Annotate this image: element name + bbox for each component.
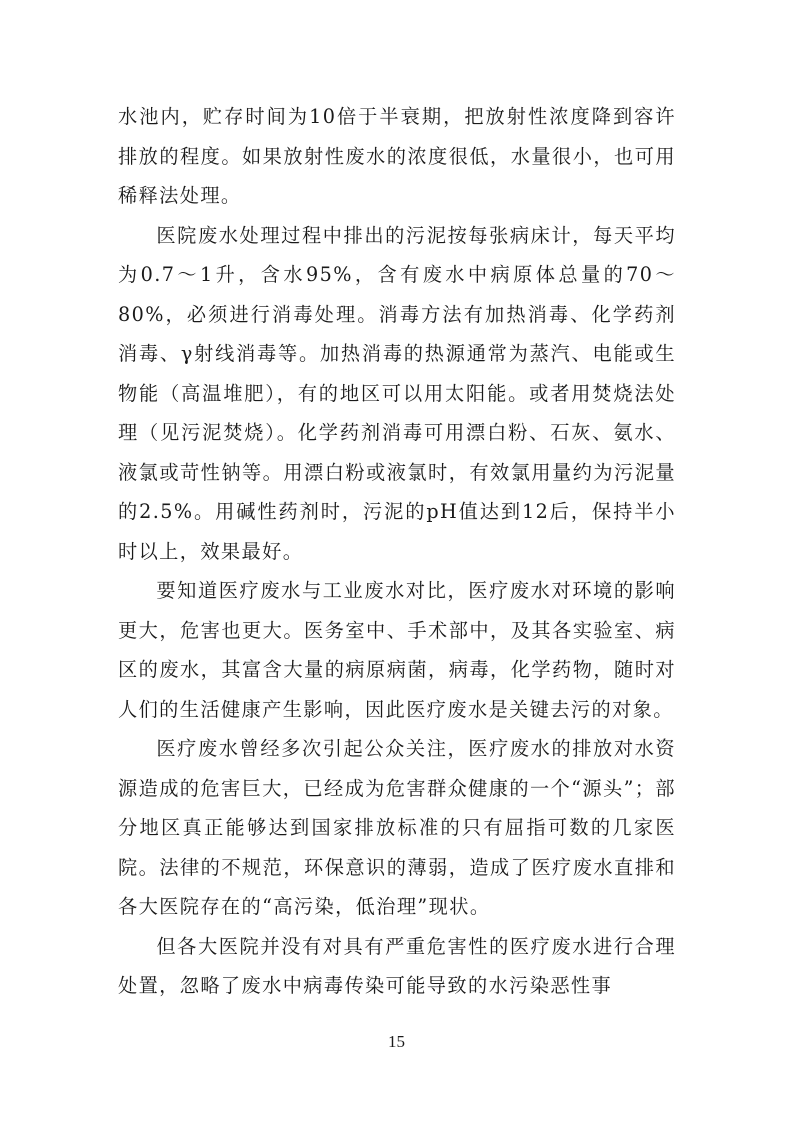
paragraph-3: 要知道医疗废水与工业废水对比，医疗废水对环境的影响更大，危害也更大。医务室中、手术部中，及其各实验室、病区的废水，其富含大量的病原病菌，病毒，化学药物，随时对人们的生活健康产生影响，因此医疗废水是关键去污的对象。	[118, 579, 676, 721]
body-text	[118, 97, 676, 1006]
page-number: 15	[388, 1032, 405, 1051]
paragraph-5: 但各大医院并没有对具有严重危害性的医疗废水进行合理处置，忽略了废水中病毒传染可能导致的水污染恶性事	[118, 934, 676, 997]
paragraph-4: 医疗废水曾经多次引起公众关注，医疗废水的排放对水资源造成的危害巨大，已经成为危害群众健康的一个“源头”；部分地区真正能够达到国家排放标准的只有屈指可数的几家医院。法律的不规范，环保意识的薄弱，造成了医疗废水直排和各大医院存在的“高污染，低治理”现状。	[118, 737, 676, 918]
paragraph-2: 医院废水处理过程中排出的污泥按每张病床计，每天平均为0.7～1升，含水95%，含有废水中病原体总量的70～80%，必须进行消毒处理。消毒方法有加热消毒、化学药剂消毒、γ射线消毒等。加热消毒的热源通常为蒸汽、电能或生物能（高温堆肥），有的地区可以用太阳能。或者用焚烧法处理（见污泥焚烧）。化学药剂消毒可用漂白粉、石灰、氨水、液氯或苛性钠等。用漂白粉或液氯时，有效氯用量约为污泥量的2.5%。用碱性药剂时，污泥的pH值达到12后，保持半小时以上，效果最好。	[118, 223, 676, 563]
paragraph-1: 水池内，贮存时间为10倍于半衰期，把放射性浓度降到容许排放的程度。如果放射性废水的浓度很低，水量很小，也可用稀释法处理。	[118, 105, 676, 207]
